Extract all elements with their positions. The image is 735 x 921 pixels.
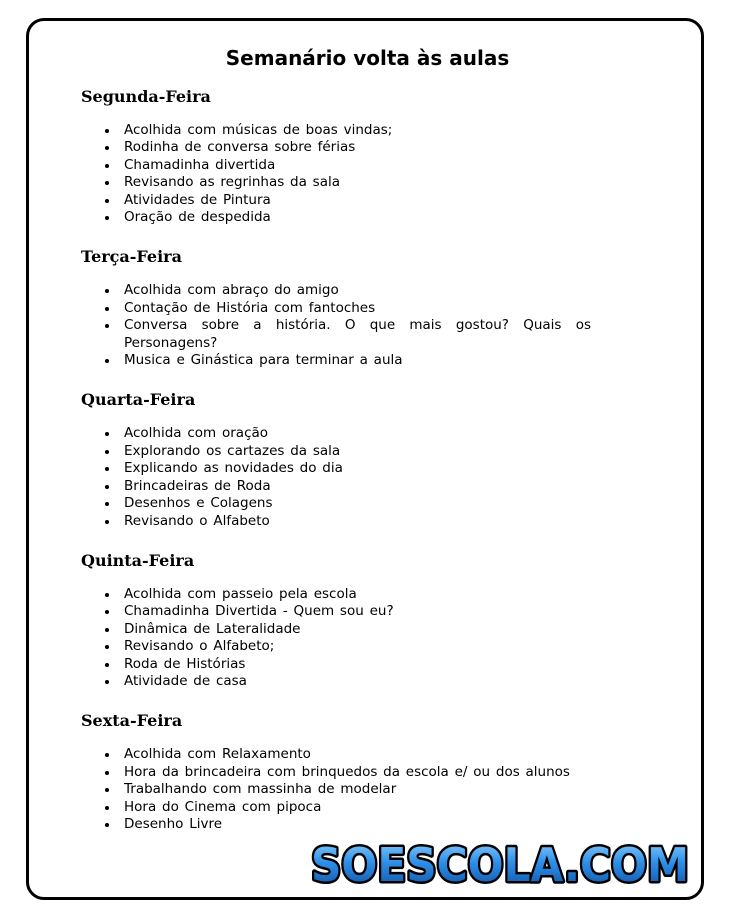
- list-item: Chamadinha divertida: [81, 157, 591, 174]
- list-item: Dinâmica de Lateralidade: [81, 621, 591, 638]
- day-heading: Quinta-Feira: [81, 550, 195, 570]
- list-item: Desenho Livre: [81, 816, 591, 833]
- day-heading: Quarta-Feira: [81, 390, 196, 410]
- list-item: Chamadinha Divertida - Quem sou eu?: [81, 603, 591, 620]
- logo-text: SOESCOLA.COM: [311, 838, 689, 890]
- list-item: Hora do Cinema com pipoca: [81, 799, 591, 816]
- list-item: Hora da brincadeira com brinquedos da escola e/ ou dos alunos: [81, 764, 591, 781]
- activity-list: [81, 425, 591, 529]
- page-title: Semanário volta às aulas: [225, 46, 510, 70]
- list-item: Desenhos e Colagens: [81, 495, 591, 512]
- list-item: Conversa sobre a história. O que mais gostou? Quais os Personagens?: [81, 317, 591, 352]
- list-item: Atividade de casa: [81, 673, 591, 690]
- activity-list: [81, 282, 591, 369]
- list-item: Revisando o Alfabeto;: [81, 638, 591, 655]
- list-item: Acolhida com oração: [81, 425, 591, 442]
- list-item: Roda de Histórias: [81, 656, 591, 673]
- list-item: Acolhida com Relaxamento: [81, 746, 591, 763]
- list-item: Acolhida com passeio pela escola: [81, 586, 591, 603]
- list-item: Acolhida com abraço do amigo: [81, 282, 591, 299]
- day-section-thursday: [81, 550, 591, 690]
- list-item: Explorando os cartazes da sala: [81, 443, 591, 460]
- day-section-wednesday: [81, 389, 591, 529]
- list-item: Revisando as regrinhas da sala: [81, 174, 591, 191]
- soescola-logo: [306, 838, 694, 890]
- activity-list: [81, 746, 591, 833]
- list-item: Acolhida com músicas de boas vindas;: [81, 122, 591, 139]
- day-section-monday: [81, 86, 591, 226]
- list-item: Explicando as novidades do dia: [81, 460, 591, 477]
- list-item: Revisando o Alfabeto: [81, 513, 591, 530]
- list-item: Contação de História com fantoches: [81, 300, 591, 317]
- list-item: Atividades de Pintura: [81, 192, 591, 209]
- activity-list: [81, 122, 591, 226]
- day-section-tuesday: [81, 246, 591, 369]
- list-item: Rodinha de conversa sobre férias: [81, 139, 591, 156]
- list-item: Trabalhando com massinha de modelar: [81, 781, 591, 798]
- activity-list: [81, 586, 591, 690]
- day-heading: Sexta-Feira: [81, 711, 183, 731]
- weekly-plan: [81, 86, 591, 853]
- day-heading: Terça-Feira: [81, 247, 182, 267]
- list-item: Oração de despedida: [81, 209, 591, 226]
- list-item: Brincadeiras de Roda: [81, 478, 591, 495]
- list-item: Musica e Ginástica para terminar a aula: [81, 352, 591, 369]
- day-section-friday: [81, 710, 591, 833]
- day-heading: Segunda-Feira: [81, 87, 211, 106]
